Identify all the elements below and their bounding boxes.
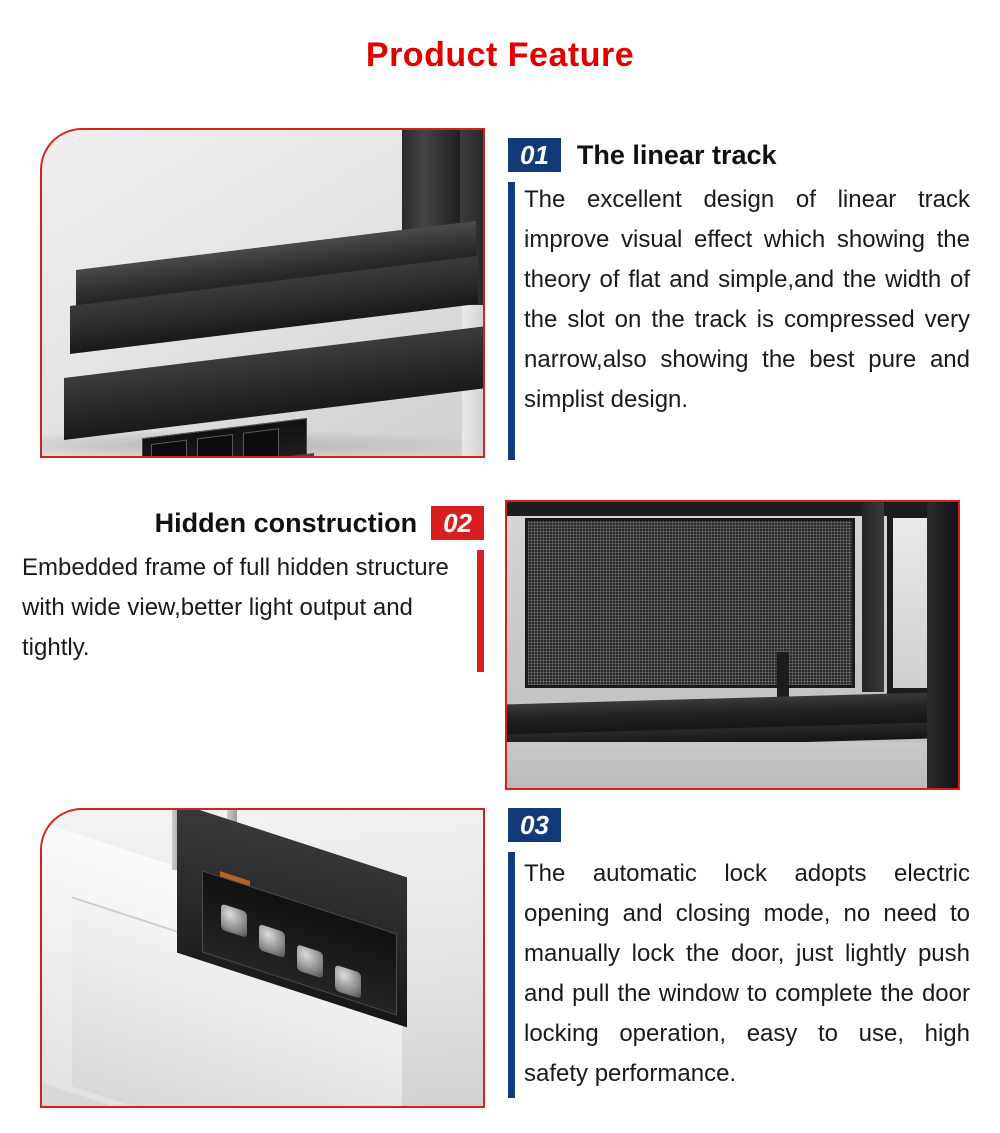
track-slot bbox=[151, 440, 187, 456]
feature-body-02: Embedded frame of full hidden structure with wide view,better light output and tightly. bbox=[22, 554, 449, 661]
lock-roller bbox=[221, 903, 247, 937]
linear-track-illustration bbox=[42, 130, 483, 456]
feature-image-hidden-construction bbox=[505, 500, 960, 790]
feature-number-badge-01: 01 bbox=[508, 138, 561, 172]
feature-01-header bbox=[508, 138, 970, 172]
feature-image-automatic-lock bbox=[40, 808, 485, 1108]
feature-heading-02: Hidden construction bbox=[154, 508, 418, 538]
feature-body-01: The excellent design of linear track improve visual effect which showing the theory of flat and simple,and the width of the slot on the track is compressed very narrow,also showing the best pure and simplist design. bbox=[524, 186, 970, 413]
floor-surface bbox=[507, 742, 958, 788]
window-mullion bbox=[862, 502, 884, 692]
feature-body-03: The automatic lock adopts electric opening and closing mode, no need to manually lock the door, just lightly push and pull the window to complete the door locking operation, easy to use, high safety performance. bbox=[524, 860, 970, 1087]
lock-roller bbox=[259, 924, 285, 958]
accent-bar-red bbox=[477, 550, 484, 672]
right-post bbox=[927, 502, 958, 788]
feature-heading-01: The linear track bbox=[576, 140, 777, 170]
page-title: Product Feature bbox=[365, 36, 635, 74]
feature-number-badge-02: 02 bbox=[431, 506, 484, 540]
automatic-lock-illustration bbox=[42, 810, 483, 1106]
feature-block-03 bbox=[508, 808, 970, 1094]
accent-bar-blue bbox=[508, 182, 515, 460]
feature-02-header bbox=[22, 506, 484, 540]
lock-roller bbox=[297, 944, 323, 978]
accent-bar-blue bbox=[508, 852, 515, 1098]
feature-number-badge-03: 03 bbox=[508, 808, 561, 842]
hidden-frame-illustration bbox=[507, 502, 958, 788]
feature-block-01 bbox=[508, 138, 970, 420]
insect-screen-mesh bbox=[525, 518, 855, 688]
lock-roller bbox=[335, 965, 361, 999]
track-slot bbox=[197, 434, 233, 456]
track-slot bbox=[243, 428, 279, 456]
feature-image-linear-track bbox=[40, 128, 485, 458]
feature-block-02 bbox=[22, 506, 484, 668]
feature-03-header bbox=[508, 808, 970, 842]
